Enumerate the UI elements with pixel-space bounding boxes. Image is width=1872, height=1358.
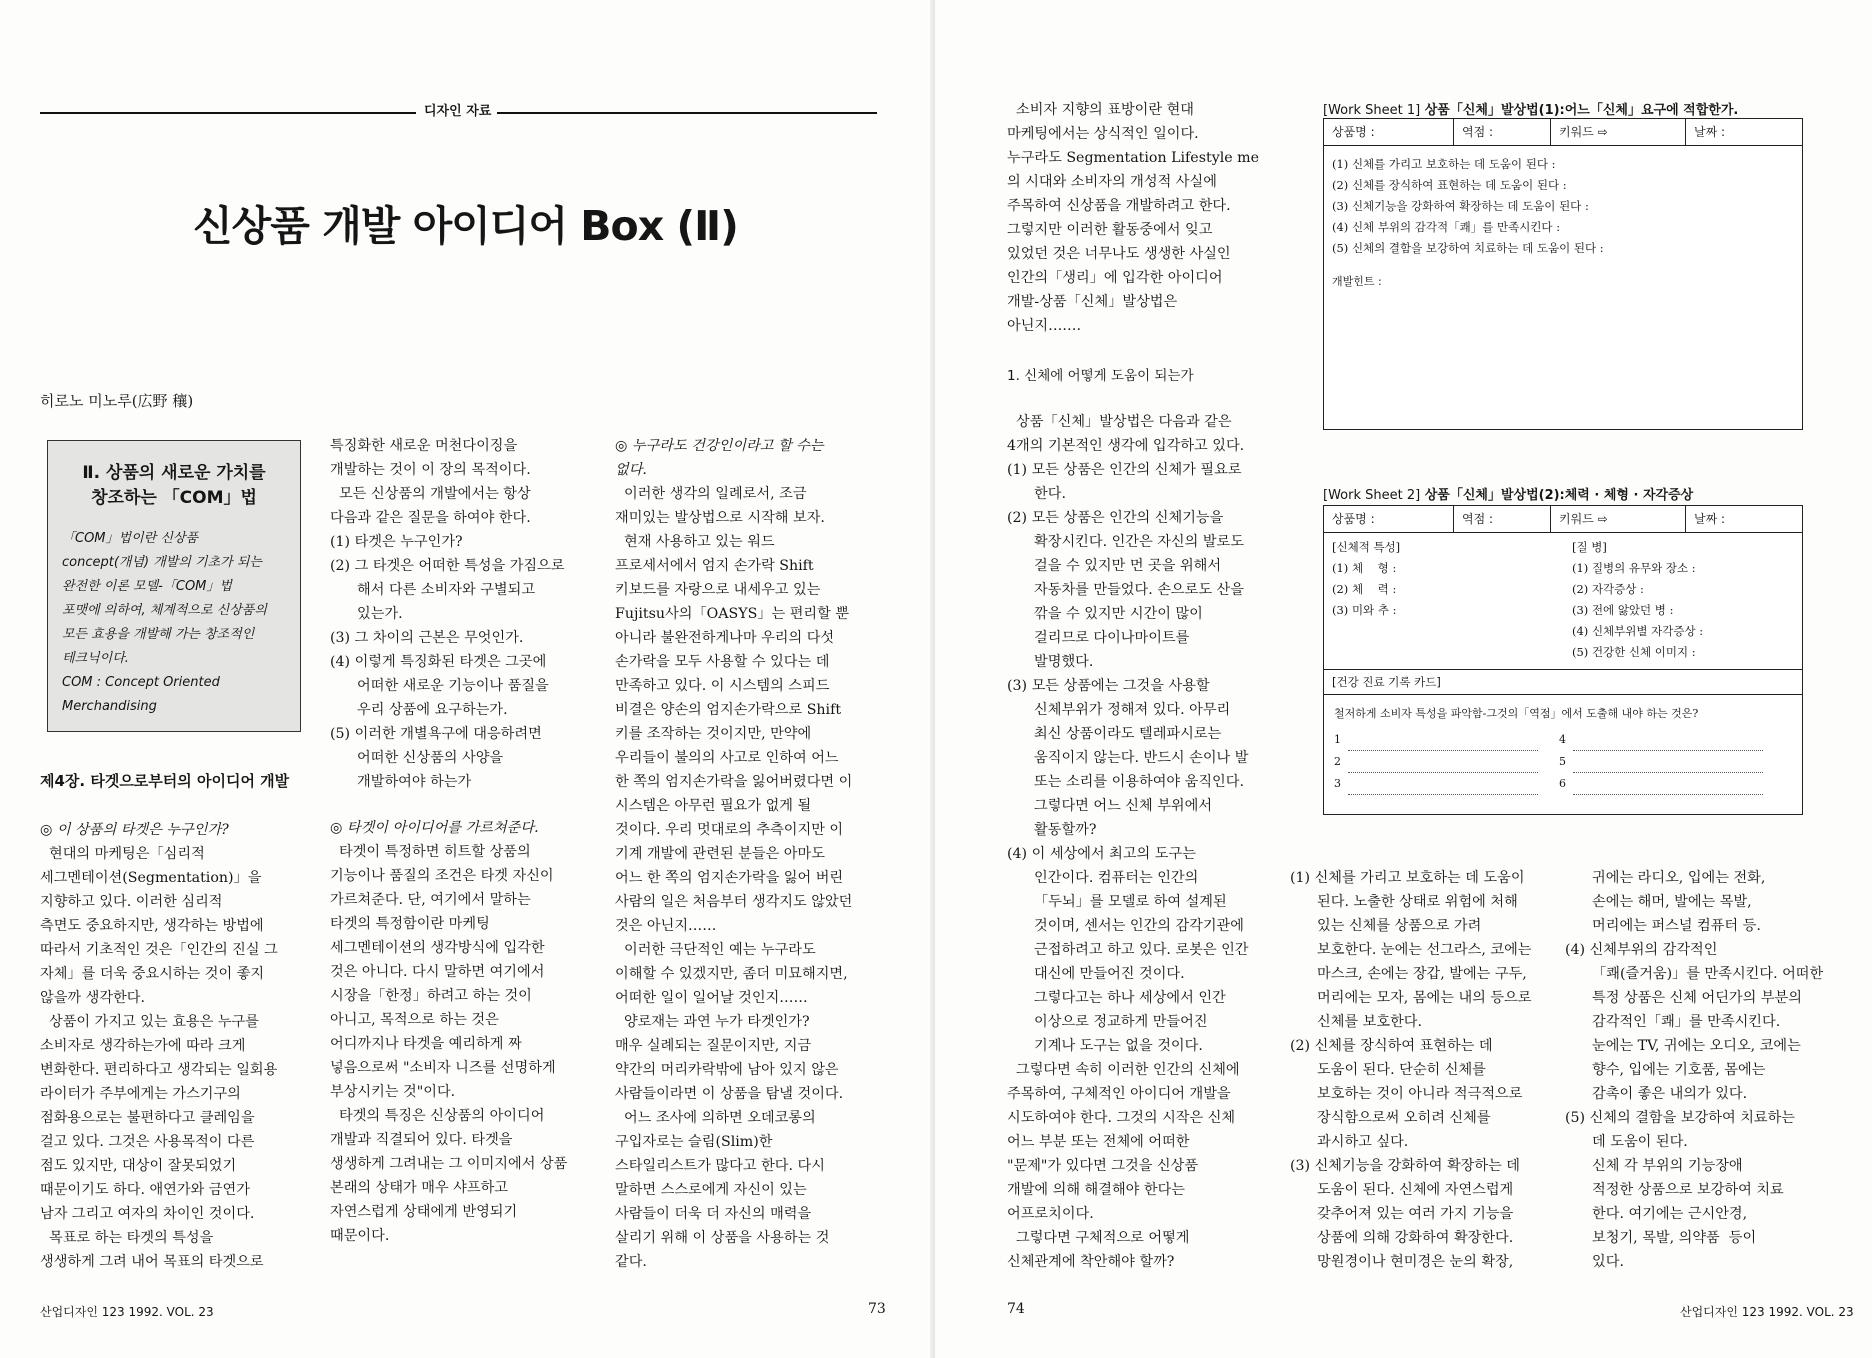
header-rule-left	[40, 112, 416, 114]
worksheet-item: (2) 체 력 :	[1332, 582, 1397, 596]
text-line: 세그멘테이션의 생각방식에 입각한	[330, 940, 545, 956]
text-line: 시장을「한정」하려고 하는 것이	[330, 988, 532, 1004]
text-line: 발명했다.	[1007, 654, 1094, 670]
text-line: 아니고, 목적으로 하는 것은	[330, 1012, 499, 1028]
worksheet-2-title	[1323, 484, 1693, 503]
text-line: 깎을 수 있지만 시간이 많이	[1007, 606, 1203, 622]
text-line: 변화한다. 편리하다고 생각되는 일회용	[40, 1062, 278, 1078]
text-line: 「쾌(즐거움)」를 만족시킨다. 어떠한	[1565, 966, 1824, 982]
worksheet-title-text: 상품「신체」발상법(1):어느「신체」요구에 적합한가.	[1424, 103, 1739, 118]
chapter-heading: 제4장. 타겟으로부터의 아이디어 개발	[40, 772, 290, 790]
text-line: 개발-상품「신체」발상법은	[1007, 294, 1178, 310]
text-line: (3) 그 차이의 근본은 무엇인가.	[330, 630, 524, 646]
text-line: 자체」를 더욱 중요시하는 것이 좋지	[40, 966, 265, 982]
text-line: 자연스럽게 상태에게 반영되기	[330, 1204, 518, 1220]
section-heading: ◎ 이 상품의 타겟은 누구인가?	[40, 822, 229, 838]
author-byline: 히로노 미노루(広野 穰)	[40, 392, 194, 410]
text-line: 점도 있지만, 대상이 잘못되었기	[40, 1158, 237, 1174]
text-line: 걸고 있다. 그것은 사용목적이 다른	[40, 1134, 255, 1150]
answer-number: 1	[1334, 733, 1341, 746]
text-line: 비결은 양손의 엄지손가락으로 Shift	[615, 702, 842, 718]
text-line: 사람들이 더욱 더 자신의 매력을	[615, 1206, 812, 1222]
left-column-2	[330, 434, 567, 1248]
answer-line	[1334, 729, 1559, 751]
worksheet-item: (5) 신체의 결함을 보강하여 치료하는 데 도움이 된다 :	[1332, 241, 1604, 255]
sidebox-line: 테크닉이다.	[62, 651, 129, 666]
column-text	[615, 482, 852, 1274]
answer-number: 2	[1334, 755, 1341, 768]
text-line: 머리에는 모자, 몸에는 내의 등으로	[1290, 990, 1532, 1006]
section-heading: 1. 신체에 어떻게 도움이 되는가	[1007, 368, 1194, 384]
text-line: 그렇다면 어느 신체 부위에서	[1007, 798, 1213, 814]
text-line: 갖추어져 있는 여러 가지 기능을	[1290, 1206, 1514, 1222]
text-line: 세그멘테이션(Segmentation)」을	[40, 870, 262, 886]
text-line: 점화용으로는 불편하다고 클레임을	[40, 1110, 255, 1126]
text-line: 이러한 생각의 일례로서, 조금	[615, 486, 807, 502]
worksheet-title-text: 상품「신체」발상법(2):체력 · 체형 · 자각증상	[1424, 488, 1694, 503]
text-line: 누구라도 Segmentation Lifestyle me	[1007, 150, 1259, 166]
text-line: 보호한다. 눈에는 선그라스, 코에는	[1290, 942, 1532, 958]
text-line: 특징화한 새로운 머천다이징을	[330, 438, 518, 454]
text-line: (1) 타겟은 누구인가?	[330, 534, 463, 550]
text-line: 생생하게 그려내는 그 이미지에서 상품	[330, 1156, 568, 1172]
text-line: (2) 모든 상품은 인간의 신체기능을	[1007, 510, 1224, 526]
text-line: 특정 상품은 신체 어딘가의 부분의	[1565, 990, 1802, 1006]
worksheet-item: (4) 신체 부위의 감각적「쾌」를 만족시킨다 :	[1332, 220, 1561, 234]
text-line: 적정한 상품으로 보강하여 치료	[1565, 1182, 1784, 1198]
text-line: 넣음으로써 "소비자 니즈를 선명하게	[330, 1060, 556, 1076]
right-page	[935, 0, 1872, 1358]
text-line: 인간이다. 컴퓨터는 인간의	[1007, 870, 1199, 886]
text-line: 이러한 극단적인 예는 누구라도	[615, 942, 816, 958]
text-line: 것이며, 센서는 인간의 감각기관에	[1007, 918, 1244, 934]
text-line: 어디까지나 타겟을 예리하게 짜	[330, 1036, 522, 1052]
answer-number: 6	[1559, 777, 1566, 790]
text-line: 어느 한 쪽의 엄지손가락을 잃어 버린	[615, 870, 844, 886]
sidebox-line: Merchandising	[62, 699, 157, 714]
text-line: 망원경이나 현미경은 눈의 확장,	[1290, 1254, 1514, 1270]
text-line: 있다.	[1565, 1254, 1624, 1270]
text-line: 살리기 위해 이 상품을 사용하는 것	[615, 1230, 830, 1246]
text-line: 이해할 수 있겠지만, 좀더 미묘해지면,	[615, 966, 848, 982]
text-line: 그렇지만 이러한 활동중에서 잊고	[1007, 222, 1213, 238]
text-line: 도움이 된다. 단순히 신체를	[1290, 1062, 1486, 1078]
text-line: 이상으로 정교하게 만들어진	[1007, 1014, 1208, 1030]
concept-sidebox	[47, 440, 301, 732]
text-line: 과시하고 싶다.	[1290, 1134, 1409, 1150]
text-line: 타겟의 특징은 신상품의 아이디어	[330, 1108, 545, 1124]
text-line: 상품이 가지고 있는 효용은 누구를	[40, 1014, 259, 1030]
text-line: 어느 조사에 의하면 오데코롱의	[615, 1110, 816, 1126]
page-number: 74	[1007, 1301, 1025, 1317]
text-line: 측면도 중요하지만, 생각하는 방법에	[40, 918, 264, 934]
text-line: (4) 신체부위의 감각적인	[1565, 942, 1718, 958]
text-line: 것이다. 우리 멋대로의 추측이지만 이	[615, 822, 844, 838]
text-line: 인간의「생리」에 입각한 아이디어	[1007, 270, 1223, 286]
sidebox-line: 「COM」법이란 신상품	[62, 531, 199, 546]
answer-line	[1559, 729, 1763, 751]
text-line: 마스크, 손에는 장갑, 발에는 구두,	[1290, 966, 1527, 982]
column-text	[1007, 98, 1259, 338]
text-line: 장식함으로써 오히려 신체를	[1290, 1110, 1491, 1126]
answer-line	[1559, 773, 1763, 795]
field-keyword: 키워드 ⇨	[1551, 119, 1686, 145]
text-line: 의 시대와 소비자의 개성적 사실에	[1007, 174, 1217, 190]
right-column-3	[1565, 866, 1823, 1274]
text-line: 모든 신상품의 개발에서는 항상	[330, 486, 531, 502]
text-line: 신체관계에 착안해야 할까?	[1007, 1254, 1175, 1270]
answer-number: 5	[1559, 755, 1566, 768]
text-line: 개발하는 것이 이 장의 목적이다.	[330, 462, 531, 478]
answer-number: 4	[1559, 733, 1566, 746]
footer-folio: 산업디자인 123 1992. VOL. 23	[1680, 1305, 1854, 1319]
text-line: 걸리므로 다이나마이트를	[1007, 630, 1190, 646]
text-line: 라이터가 주부에게는 가스기구의	[40, 1086, 241, 1102]
text-line: 보호하는 것이 아니라 적극적으로	[1290, 1086, 1523, 1102]
text-line: (1) 신체를 가리고 보호하는 데 도움이	[1290, 870, 1525, 886]
text-line: 도움이 된다. 신체에 자연스럽게	[1290, 1182, 1514, 1198]
answer-lines	[1334, 729, 1792, 795]
field-keyword: 키워드 ⇨	[1551, 506, 1686, 532]
text-line: 근접하려고 하고 있다. 로봇은 인간	[1007, 942, 1249, 958]
grid-head: [질 병]	[1572, 540, 1607, 554]
worksheet-item: (1) 체 형 :	[1332, 561, 1397, 575]
text-line: 향수, 입에는 기호품, 몸에는	[1565, 1062, 1766, 1078]
card-label: [건강 진료 기록 카드]	[1324, 669, 1802, 694]
left-column-1	[40, 818, 278, 1274]
text-line: 기계 개발에 관련된 분들은 아마도	[615, 846, 825, 862]
grid-items	[1572, 558, 1794, 663]
intro-paragraph	[1007, 98, 1259, 338]
text-line: 소비자 지향의 표방이란 현대	[1007, 102, 1195, 118]
left-column-3	[615, 434, 852, 1274]
worksheet-item: (5) 건강한 신체 이미지 :	[1572, 645, 1696, 659]
worksheet-item: (3) 미와 추 :	[1332, 603, 1397, 617]
text-line: 다음과 같은 질문을 하여야 한다.	[330, 510, 531, 526]
text-line: 아니라 불완전하게나마 우리의 다섯	[615, 630, 835, 646]
text-line: 감각적인「쾌」를 만족시킨다.	[1565, 1014, 1781, 1030]
text-line: 있었던 것은 너무나도 생생한 사실인	[1007, 246, 1231, 262]
column-text	[330, 434, 567, 794]
page-number: 73	[868, 1301, 886, 1317]
question-text: 철저하게 소비자 특성을 파악함-그것의「역점」에서 도출해 내야 하는 것은?	[1334, 707, 1699, 720]
grid-items	[1332, 558, 1572, 621]
worksheet-item: (2) 자각증상 :	[1572, 582, 1644, 596]
text-line: 있는가.	[330, 606, 403, 622]
text-line: 것은 아니다. 다시 말하면 여기에서	[330, 964, 545, 980]
text-line: 한다. 여기에는 근시안경,	[1565, 1206, 1748, 1222]
text-line: (3) 모든 상품에는 그것을 사용할	[1007, 678, 1210, 694]
text-line: 사람의 일은 처음부터 생각지도 않았던	[615, 894, 853, 910]
text-line: 한다.	[1007, 486, 1066, 502]
text-line: (3) 신체기능을 강화하여 확장하는 데	[1290, 1158, 1521, 1174]
text-line: 만족하고 있다. 이 시스템의 스피드	[615, 678, 830, 694]
worksheet-1-title	[1323, 99, 1738, 118]
worksheet-fields	[1324, 506, 1802, 533]
column-text	[1290, 866, 1531, 1274]
text-line: (5) 신체의 결함을 보강하여 치료하는	[1565, 1110, 1796, 1126]
text-line: 아닌지…….	[1007, 318, 1082, 334]
worksheet-item: (3) 전에 앓았던 병 :	[1572, 603, 1674, 617]
worksheet-label: [Work Sheet 1]	[1323, 103, 1421, 118]
text-line: 키보드를 자랑으로 내세우고 있는	[615, 582, 821, 598]
text-line: (4) 이 세상에서 최고의 도구는	[1007, 846, 1196, 862]
text-line: 않을까 생각한다.	[40, 990, 145, 1006]
field-product: 상품명 :	[1324, 119, 1454, 145]
text-line: 한 쪽의 엄지손가락을 잃어버렸다면 이	[615, 774, 853, 790]
text-line: 감촉이 좋은 내의가 있다.	[1565, 1086, 1748, 1102]
worksheet-item: (2) 신체를 장식하여 표현하는 데 도움이 된다 :	[1332, 178, 1567, 192]
text-line: 해서 다른 소비자와 구별되고	[330, 582, 536, 598]
sidebox-heading-line: Ⅱ. 상품의 새로운 가치를	[82, 463, 266, 483]
text-line: 약간의 머리카락밖에 남아 있지 않은	[615, 1062, 839, 1078]
footer-folio: 산업디자인 123 1992. VOL. 23	[40, 1305, 214, 1319]
sidebox-heading-line: 창조하는 「COM」법	[91, 488, 257, 508]
text-line: 말하면 스스로에게 자신이 있는	[615, 1182, 807, 1198]
column-text	[1565, 866, 1823, 1274]
section-heading: ◎ 누구라도 건강인이라고 할 수는	[615, 438, 824, 454]
text-line: 그렇다면 속히 이러한 인간의 신체에	[1007, 1062, 1240, 1078]
text-line: 손가락을 모두 사용할 수 있다는 데	[615, 654, 830, 670]
right-column-1	[1007, 410, 1248, 1274]
text-line: 개발에 의해 해결해야 한다는	[1007, 1182, 1185, 1198]
text-line: 우리 상품에 요구하는가.	[330, 702, 508, 718]
sidebox-body	[62, 527, 286, 719]
text-line: 활동할까?	[1007, 822, 1097, 838]
text-line: 현대의 마케팅은「심리적	[40, 846, 205, 862]
text-line: 매우 실례되는 질문이지만, 지금	[615, 1038, 812, 1054]
text-line: 양로재는 과연 누가 타겟인가?	[615, 1014, 810, 1030]
text-line: 본래의 상태가 매우 샤프하고	[330, 1180, 508, 1196]
article-title: 신상품 개발 아이디어 Box (Ⅱ)	[193, 202, 738, 250]
right-column-2	[1290, 866, 1531, 1274]
text-line: (1) 모든 상품은 인간의 신체가 필요로	[1007, 462, 1242, 478]
text-line: 확장시킨다. 인간은 자신의 발로도	[1007, 534, 1244, 550]
text-line: 소비자로 생각하는가에 따라 크게	[40, 1038, 246, 1054]
header-label: 디자인 자료	[424, 104, 492, 119]
worksheet-item: (3) 신체기능을 강화하여 확장하는 데 도움이 된다 :	[1332, 199, 1589, 213]
text-line: 그렇다면 구체적으로 어떻게	[1007, 1230, 1190, 1246]
worksheet-fields	[1324, 119, 1802, 146]
dotted-line	[1348, 736, 1538, 751]
text-line: 「두뇌」를 모델로 하여 설계된	[1007, 894, 1227, 910]
text-line: 시도하여야 한다. 그것의 시작은 신체	[1007, 1110, 1236, 1126]
text-line: 때문이다.	[330, 1228, 390, 1244]
column-text	[1007, 410, 1248, 1274]
text-line: 주목하여 신상품을 개발하려고 한다.	[1007, 198, 1231, 214]
worksheet-item: (1) 신체를 가리고 보호하는 데 도움이 된다 :	[1332, 157, 1556, 171]
section-heading: ◎ 타겟이 아이디어를 가르쳐준다.	[330, 820, 539, 836]
text-line: 4개의 기본적인 생각에 입각하고 있다.	[1007, 438, 1245, 454]
text-line: 상품「신체」발상법은 다음과 같은	[1007, 414, 1232, 430]
text-line: 눈에는 TV, 귀에는 오디오, 코에는	[1565, 1038, 1801, 1054]
text-line: 어떠한 새로운 기능이나 품질을	[330, 678, 549, 694]
text-line: "문제"가 있다면 그것을 신상품	[1007, 1158, 1199, 1174]
text-line: 기능이나 품질의 조건은 타겟 자신이	[330, 868, 554, 884]
text-line: 타겟의 특정함이란 마케팅	[330, 916, 490, 932]
text-line: 된다. 노출한 상태로 위험에 처해	[1290, 894, 1518, 910]
text-line: 때문이기도 하다. 애연가와 금연가	[40, 1182, 250, 1198]
text-line: (4) 이렇게 특징화된 타겟은 그곳에	[330, 654, 547, 670]
text-line: 있는 신체를 상품으로 가려	[1290, 918, 1482, 934]
text-line: 움직이지 않는다. 반드시 손이나 발	[1007, 750, 1249, 766]
sidebox-line: concept(개념) 개발의 기초가 되는	[62, 555, 262, 570]
header-rule-right	[497, 112, 877, 114]
text-line: 걸을 수 있지만 먼 곳을 위해서	[1007, 558, 1222, 574]
answer-number: 3	[1334, 777, 1341, 790]
text-line: 가르쳐준다. 단, 여기에서 말하는	[330, 892, 531, 908]
sidebox-line: 포맷에 의하여, 체계적으로 신상품의	[62, 603, 267, 618]
text-line: Fujitsu사의「OASYS」는 편리할 뿐	[615, 606, 850, 622]
text-line: 지향하고 있다. 이러한 심리적	[40, 894, 223, 910]
sidebox-line: 모든 효용을 개발해 가는 창조적인	[62, 627, 255, 642]
dotted-line	[1573, 780, 1763, 795]
sidebox-line: 완전한 이론 모델-「COM」법	[62, 579, 232, 594]
text-line: 타겟이 특정하면 히트할 상품의	[330, 844, 531, 860]
text-line: 보청기, 목발, 의약품 등이	[1565, 1230, 1757, 1246]
text-line: 것은 아닌지……	[615, 918, 717, 934]
text-line: 자동차를 만들었다. 손으로도 산을	[1007, 582, 1244, 598]
worksheet-items	[1324, 146, 1802, 267]
disease-traits	[1572, 537, 1794, 665]
text-line: (2) 신체를 장식하여 표현하는 데	[1290, 1038, 1493, 1054]
field-emphasis: 역점 :	[1454, 506, 1551, 532]
column-text	[330, 840, 567, 1248]
text-line: 현재 사용하고 있는 워드	[615, 534, 775, 550]
text-line: 신체부위가 정해져 있다. 아무리	[1007, 702, 1231, 718]
answer-col	[1559, 729, 1763, 795]
answer-line	[1334, 751, 1559, 773]
field-product: 상품명 :	[1324, 506, 1454, 532]
text-line: 대신에 만들어진 것이다.	[1007, 966, 1185, 982]
text-line: 사람들이라면 이 상품을 탐낼 것이다.	[615, 1086, 844, 1102]
text-line: 목표로 하는 타겟의 특성을	[40, 1230, 214, 1246]
text-line: 손에는 해머, 발에는 목발,	[1565, 894, 1752, 910]
text-line: 또는 소리를 이용하여야 움직인다.	[1007, 774, 1244, 790]
dotted-line	[1573, 736, 1763, 751]
text-line: 키를 조작하는 것이지만, 만약에	[615, 726, 812, 742]
text-line: 신체를 보호한다.	[1290, 1014, 1423, 1030]
dotted-line	[1348, 758, 1538, 773]
text-line: 구입자로는 슬림(Slim)한	[615, 1134, 773, 1150]
dotted-line	[1573, 758, 1763, 773]
answer-col	[1334, 729, 1559, 795]
column-text	[40, 842, 278, 1274]
text-line: 어프로치이다.	[1007, 1206, 1094, 1222]
text-line: 신체 각 부위의 기능장애	[1565, 1158, 1743, 1174]
worksheet-1	[1323, 118, 1803, 430]
answer-line	[1334, 773, 1559, 795]
field-date: 날짜 :	[1694, 512, 1726, 526]
text-line: 귀에는 라디오, 입에는 전화,	[1565, 870, 1766, 886]
sidebox-line: COM : Concept Oriented	[62, 675, 220, 690]
question-area	[1324, 694, 1802, 803]
grid-head: [신체적 특성]	[1332, 540, 1401, 554]
text-line: 부상시키는 것"이다.	[330, 1084, 456, 1100]
left-page	[0, 0, 935, 1358]
text-line: 개발하여야 하는가	[330, 774, 472, 790]
text-line: 그렇다고는 하나 세상에서 인간	[1007, 990, 1226, 1006]
physical-traits	[1332, 537, 1572, 665]
answer-line	[1559, 751, 1763, 773]
text-line: 시스템은 아무런 필요가 없게 될	[615, 798, 812, 814]
hint-label: 개발힌트 :	[1332, 275, 1382, 288]
worksheet-item: (4) 신체부위별 자각증상 :	[1572, 624, 1704, 638]
field-date: 날짜 :	[1694, 125, 1726, 139]
text-line: 마케팅에서는 상식적인 일이다.	[1007, 126, 1199, 142]
text-line: 같다.	[615, 1254, 647, 1270]
text-line: 어떠한 신상품의 사양을	[330, 750, 504, 766]
text-line: 스타일리스트가 많다고 한다. 다시	[615, 1158, 825, 1174]
text-line: 주목하여, 구체적인 아이디어 개발을	[1007, 1086, 1231, 1102]
text-line: (5) 이러한 개별욕구에 대응하려면	[330, 726, 542, 742]
text-line: 어떠한 일이 일어날 것인지……	[615, 990, 808, 1006]
text-line: 프로세서에서 엄지 손가락 Shift	[615, 558, 814, 574]
field-emphasis: 역점 :	[1454, 119, 1551, 145]
dotted-line	[1348, 780, 1538, 795]
text-line: (2) 그 타겟은 어떠한 특성을 가짐으로	[330, 558, 565, 574]
worksheet-label: [Work Sheet 2]	[1323, 488, 1421, 503]
text-line: 기계나 도구는 없을 것이다.	[1007, 1038, 1203, 1054]
text-line: 개발과 직결되어 있다. 타겟을	[330, 1132, 513, 1148]
text-line: 생생하게 그려 내어 목표의 타겟으로	[40, 1254, 264, 1270]
worksheet-2	[1323, 505, 1803, 815]
text-line: 상품에 의해 강화하여 확장한다.	[1290, 1230, 1514, 1246]
text-line: 데 도움이 된다.	[1565, 1134, 1688, 1150]
text-line: 따라서 기초적인 것은「인간의 진실 그	[40, 942, 278, 958]
worksheet-grid	[1324, 533, 1802, 669]
text-line: 남자 그리고 여자의 차이인 것이다.	[40, 1206, 255, 1222]
text-line: 어느 부분 또는 전체에 어떠한	[1007, 1134, 1190, 1150]
text-line: 재미있는 발상법으로 시작해 보자.	[615, 510, 825, 526]
text-line: 최신 상품이라도 텔레파시로는	[1007, 726, 1222, 742]
sidebox-heading	[62, 461, 286, 511]
worksheet-item: (1) 질병의 유무와 장소 :	[1572, 561, 1696, 575]
section-heading: 없다.	[615, 462, 647, 478]
text-line: 머리에는 퍼스널 컴퓨터 등.	[1565, 918, 1761, 934]
text-line: 우리들이 불의의 사고로 인하여 어느	[615, 750, 839, 766]
